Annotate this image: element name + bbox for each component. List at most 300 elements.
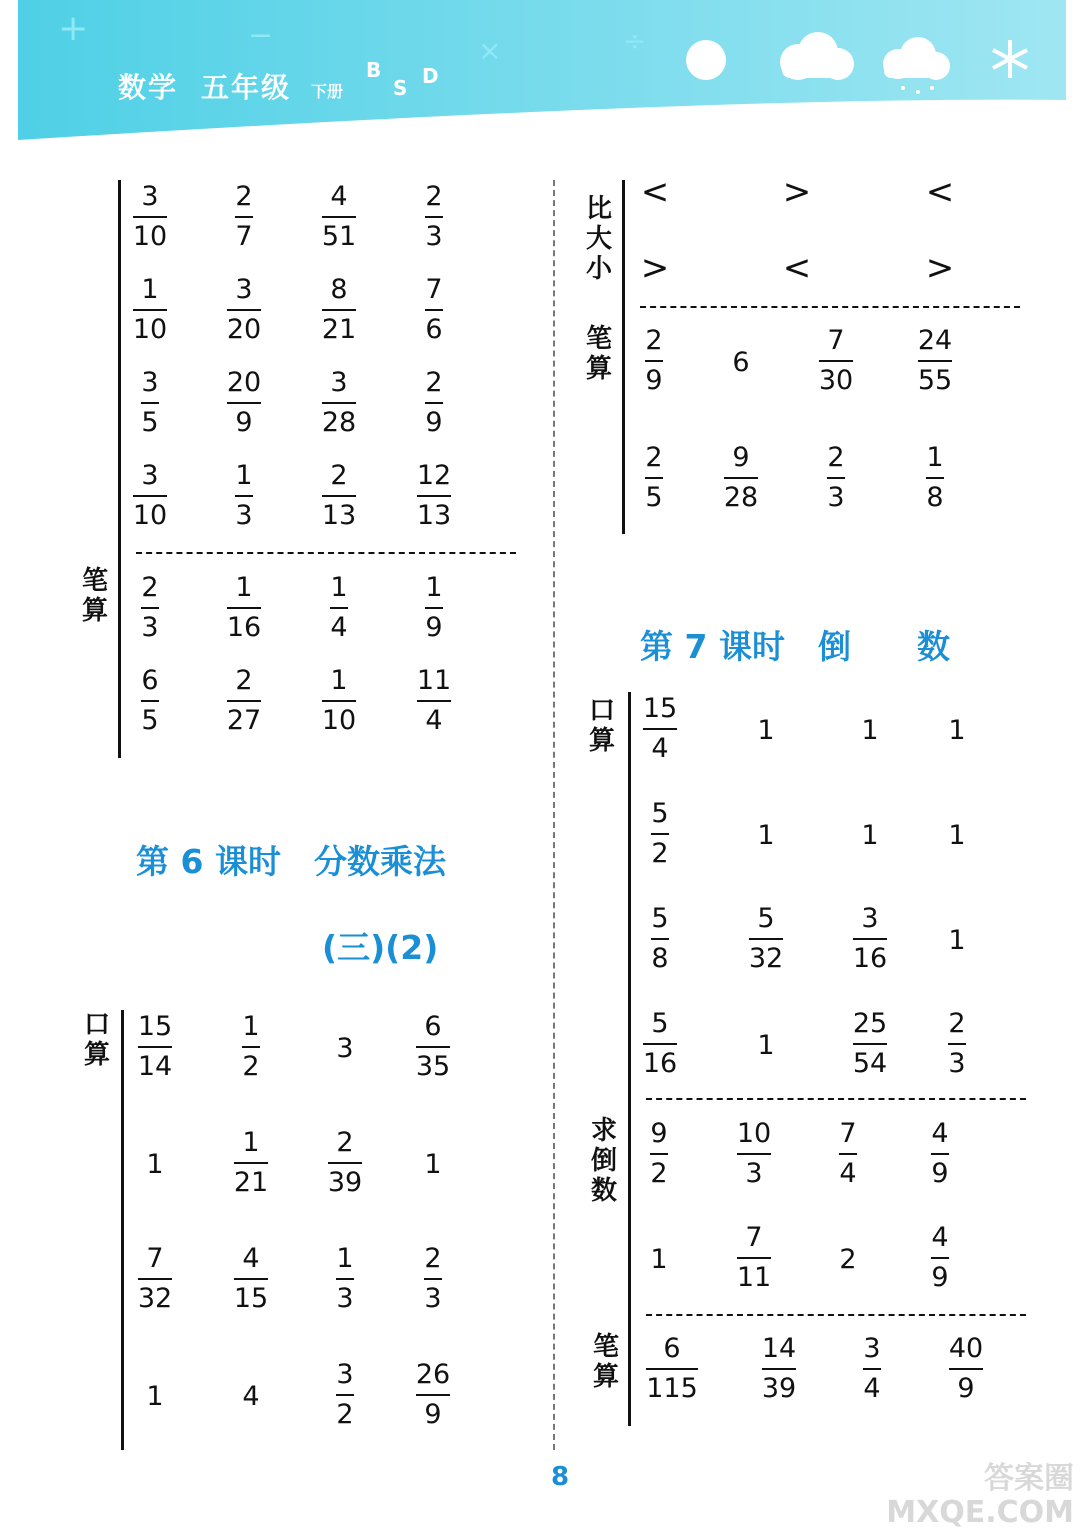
fraction-bar [425, 216, 442, 218]
numerator: 3 [863, 1333, 881, 1364]
fraction-bar [242, 1046, 259, 1048]
answer-cell [624, 1117, 694, 1191]
numerator: 1 [425, 572, 443, 603]
answer-cell [922, 1007, 992, 1081]
fraction [853, 902, 887, 976]
fraction-bar [322, 495, 356, 497]
publisher-letter: D [422, 64, 439, 88]
fraction [646, 1332, 698, 1406]
fraction-bar [138, 1278, 172, 1280]
compare-symbol: < [782, 248, 812, 288]
fraction [322, 180, 356, 254]
denominator: 3 [948, 1048, 966, 1079]
answer-cell [706, 324, 776, 402]
fraction [643, 692, 677, 766]
numerator: 2 [645, 325, 663, 356]
answer-cell [744, 1332, 814, 1406]
answer-cell [216, 1010, 286, 1084]
answer-cell [813, 1117, 883, 1191]
fraction-bar [322, 216, 356, 218]
denominator: 15 [233, 1283, 269, 1314]
watermark-url: MXQE.COM [886, 1495, 1074, 1530]
fraction [949, 1332, 983, 1406]
answer-cell [719, 1117, 789, 1191]
numerator: 40 [948, 1333, 984, 1364]
page-number: 8 [550, 1462, 570, 1492]
denominator: 3 [745, 1158, 763, 1189]
answer-cell [398, 1358, 468, 1432]
fraction-bar [227, 402, 261, 404]
fraction [724, 441, 758, 515]
denominator: 27 [226, 705, 262, 736]
separator [646, 1098, 1026, 1100]
fraction [737, 1221, 771, 1295]
header-band [18, 0, 1066, 140]
denominator: 8 [926, 482, 944, 513]
denominator: 51 [321, 221, 357, 252]
section-label-bisuan: 笔算 [592, 1332, 619, 1392]
fraction-bar [330, 607, 347, 609]
denominator: 7 [235, 221, 253, 252]
fraction-bar [227, 607, 261, 609]
fraction [645, 324, 662, 398]
fraction [336, 1358, 353, 1432]
answer-cell [216, 1242, 286, 1316]
numerator: 7 [827, 325, 845, 356]
fraction [839, 1117, 856, 1191]
numerator: 3 [141, 367, 159, 398]
denominator: 21 [321, 314, 357, 345]
watermark-text: 答案圈 [984, 1461, 1074, 1496]
numerator: 2 [235, 665, 253, 696]
numerator: 2 [645, 442, 663, 473]
denominator: 4 [651, 733, 669, 764]
denominator: 30 [818, 365, 854, 396]
fraction-bar [138, 1046, 172, 1048]
numerator: 1 [141, 274, 159, 305]
denominator: 10 [132, 221, 168, 252]
fraction [322, 664, 356, 738]
denominator: 5 [141, 705, 159, 736]
fraction [417, 664, 451, 738]
numerator: 9 [650, 1118, 668, 1149]
denominator: 9 [957, 1373, 975, 1404]
plain-value: 1 [948, 925, 966, 956]
fraction [650, 1117, 667, 1191]
fraction-bar [416, 1394, 450, 1396]
fraction-bar [646, 1368, 698, 1370]
compare-symbol: > [925, 248, 955, 288]
numerator: 1 [235, 460, 253, 491]
numerator: 1 [926, 442, 944, 473]
compare-symbol: < [640, 172, 670, 212]
numerator: 3 [141, 460, 159, 491]
answer-cell [304, 273, 374, 347]
answer-cell [304, 664, 374, 738]
numerator: 5 [651, 1008, 669, 1039]
fraction-bar [724, 477, 758, 479]
fraction [235, 180, 252, 254]
fraction [863, 1332, 880, 1406]
fraction-bar [749, 938, 783, 940]
fraction-bar [424, 1278, 441, 1280]
fraction-bar [227, 309, 261, 311]
fraction [425, 180, 442, 254]
fraction-bar [322, 700, 356, 702]
separator [646, 1314, 1026, 1316]
fraction-bar [931, 1153, 948, 1155]
fraction [931, 1117, 948, 1191]
fraction-bar [853, 938, 887, 940]
fraction-bar [235, 495, 252, 497]
answer-cell [905, 1117, 975, 1191]
fraction [235, 459, 252, 533]
numerator: 7 [839, 1118, 857, 1149]
answer-cell [115, 571, 185, 645]
svg-text:+: + [58, 8, 89, 49]
denominator: 3 [827, 482, 845, 513]
fraction-bar [322, 402, 356, 404]
answer-cell [625, 797, 695, 871]
numerator: 5 [651, 903, 669, 934]
fraction-bar [926, 477, 943, 479]
fraction-bar [141, 402, 158, 404]
fraction-bar [336, 1278, 353, 1280]
answer-cell [115, 366, 185, 440]
fraction-bar [645, 360, 662, 362]
fraction-bar [827, 477, 844, 479]
fraction-bar [839, 1153, 856, 1155]
svg-text:÷: ÷ [623, 24, 647, 57]
numerator: 1 [330, 572, 348, 603]
answer-cell [310, 1010, 380, 1088]
denominator: 6 [425, 314, 443, 345]
fraction [242, 1010, 259, 1084]
numerator: 4 [931, 1118, 949, 1149]
answer-cell [216, 1358, 286, 1436]
numerator: 20 [226, 367, 262, 398]
answer-cell [922, 692, 992, 770]
section-label-kousuan: 口算 [588, 696, 615, 756]
numerator: 26 [415, 1359, 451, 1390]
fraction-bar [425, 309, 442, 311]
answer-cell [625, 1007, 695, 1081]
denominator: 3 [424, 1283, 442, 1314]
denominator: 55 [917, 365, 953, 396]
numerator: 5 [651, 798, 669, 829]
compare-symbol: < [925, 172, 955, 212]
plain-value: 1 [757, 1030, 775, 1061]
answer-cell [209, 180, 279, 254]
fraction-bar [643, 1043, 677, 1045]
fraction [234, 1126, 268, 1200]
fraction-bar [651, 833, 668, 835]
numerator: 3 [336, 1359, 354, 1390]
section-label-kousuan: 口算 [83, 1010, 110, 1070]
fraction [141, 366, 158, 440]
numerator: 2 [424, 1243, 442, 1274]
denominator: 4 [425, 705, 443, 736]
numerator: 7 [745, 1222, 763, 1253]
fraction-bar [918, 360, 952, 362]
plain-value: 1 [650, 1244, 668, 1275]
numerator: 6 [663, 1333, 681, 1364]
fraction-bar [234, 1162, 268, 1164]
section-label-bidaxiao: 比大小 [585, 194, 612, 284]
answer-cell [625, 692, 695, 766]
plain-value: 1 [757, 715, 775, 746]
fraction-bar [425, 402, 442, 404]
denominator: 3 [141, 612, 159, 643]
answer-cell [801, 324, 871, 398]
fraction-bar [133, 495, 167, 497]
fraction [227, 273, 261, 347]
answer-cell [637, 1332, 707, 1406]
fraction [425, 571, 442, 645]
answer-cell [115, 459, 185, 533]
plain-value: 1 [948, 820, 966, 851]
numerator: 2 [336, 1127, 354, 1158]
fraction-bar [336, 1394, 353, 1396]
numerator: 4 [931, 1222, 949, 1253]
denominator: 16 [642, 1048, 678, 1079]
watermark [886, 1462, 1074, 1530]
denominator: 10 [321, 705, 357, 736]
answer-cell [115, 273, 185, 347]
numerator: 1 [336, 1243, 354, 1274]
denominator: 16 [852, 943, 888, 974]
sun-icon [686, 40, 726, 80]
denominator: 5 [645, 482, 663, 513]
svg-text:−: − [248, 18, 274, 53]
fraction [931, 1221, 948, 1295]
answer-cell [719, 1221, 789, 1295]
denominator: 4 [863, 1373, 881, 1404]
answer-cell [399, 180, 469, 254]
fraction [417, 459, 451, 533]
subject-label: 数学 [118, 71, 179, 104]
answer-cell [835, 1007, 905, 1081]
denominator: 54 [852, 1048, 888, 1079]
numerator: 2 [330, 460, 348, 491]
plain-value: 1 [757, 820, 775, 851]
answer-cell [922, 902, 992, 980]
fraction [227, 664, 261, 738]
fraction [133, 273, 167, 347]
denominator: 2 [242, 1051, 260, 1082]
denominator: 35 [415, 1051, 451, 1082]
plain-value: 1 [861, 715, 879, 746]
denominator: 21 [233, 1167, 269, 1198]
answer-cell [731, 692, 801, 770]
answer-cell [310, 1242, 380, 1316]
denominator: 32 [137, 1283, 173, 1314]
numerator: 3 [141, 181, 159, 212]
denominator: 9 [931, 1158, 949, 1189]
fraction [322, 459, 356, 533]
fraction-bar [863, 1368, 880, 1370]
fraction [227, 571, 261, 645]
fraction-bar [819, 360, 853, 362]
answer-cell [399, 273, 469, 347]
answer-cell [619, 324, 689, 398]
fraction [322, 273, 356, 347]
denominator: 4 [330, 612, 348, 643]
answer-cell [706, 441, 776, 515]
compare-symbol: > [640, 248, 670, 288]
denominator: 3 [235, 500, 253, 531]
fraction-bar [141, 607, 158, 609]
numerator: 15 [642, 693, 678, 724]
numerator: 1 [242, 1011, 260, 1042]
fraction-bar [235, 216, 252, 218]
fraction [336, 1242, 353, 1316]
numerator: 11 [416, 665, 452, 696]
denominator: 16 [226, 612, 262, 643]
denominator: 9 [235, 407, 253, 438]
denominator: 9 [424, 1399, 442, 1430]
fraction [926, 441, 943, 515]
numerator: 2 [425, 367, 443, 398]
fraction [133, 180, 167, 254]
numerator: 1 [242, 1127, 260, 1158]
answer-cell [209, 273, 279, 347]
section-label-bisuan: 笔算 [585, 324, 612, 384]
numerator: 25 [852, 1008, 888, 1039]
answer-cell [731, 797, 801, 875]
fraction [322, 366, 356, 440]
answer-cell [835, 692, 905, 770]
section-label-qiudaoshu: 求倒数 [590, 1116, 617, 1206]
answer-cell [120, 1010, 190, 1084]
fraction-bar [650, 1153, 667, 1155]
answer-cell [835, 797, 905, 875]
answer-cell [399, 664, 469, 738]
answer-cell [399, 366, 469, 440]
fraction [330, 571, 347, 645]
answer-cell [837, 1332, 907, 1406]
numerator: 2 [235, 181, 253, 212]
numerator: 10 [736, 1118, 772, 1149]
answer-cell [399, 571, 469, 645]
denominator: 2 [651, 838, 669, 869]
numerator: 6 [424, 1011, 442, 1042]
numerator: 6 [141, 665, 159, 696]
lesson-title: 第 7 课时 倒 数 [640, 627, 950, 666]
answer-cell [624, 1221, 694, 1299]
plain-value: 4 [242, 1381, 260, 1412]
denominator: 32 [748, 943, 784, 974]
numerator: 2 [827, 442, 845, 473]
answer-cell [835, 902, 905, 976]
numerator: 7 [425, 274, 443, 305]
denominator: 39 [327, 1167, 363, 1198]
fraction-bar [643, 728, 677, 730]
answer-cell [304, 571, 374, 645]
plain-value: 1 [146, 1149, 164, 1180]
answer-cell [304, 366, 374, 440]
lesson-title: 第 6 课时 分数乘法 [136, 842, 446, 881]
lesson-subtitle: (三)(2) [322, 928, 439, 967]
numerator: 7 [146, 1243, 164, 1274]
fraction-bar [762, 1368, 796, 1370]
fraction [141, 571, 158, 645]
answer-cell [619, 441, 689, 515]
answer-cell [625, 902, 695, 976]
fraction [918, 324, 952, 398]
answer-cell [209, 459, 279, 533]
answer-cell [905, 1221, 975, 1295]
fraction-bar [416, 1046, 450, 1048]
fraction-bar [328, 1162, 362, 1164]
answer-cell [398, 1010, 468, 1084]
denominator: 20 [226, 314, 262, 345]
plain-value: 6 [732, 347, 750, 378]
compare-symbol: > [782, 172, 812, 212]
fraction [424, 1242, 441, 1316]
answer-cell [900, 441, 970, 515]
numerator: 24 [917, 325, 953, 356]
fraction-bar [234, 1278, 268, 1280]
fraction-bar [141, 700, 158, 702]
answer-cell [216, 1126, 286, 1200]
fraction [651, 797, 668, 871]
answer-cell [310, 1358, 380, 1432]
plain-value: 2 [839, 1244, 857, 1275]
denominator: 8 [651, 943, 669, 974]
fraction-bar [651, 938, 668, 940]
section-label-bisuan: 笔算 [81, 566, 108, 626]
fraction-bar [133, 309, 167, 311]
fraction [643, 1007, 677, 1081]
fraction [416, 1358, 450, 1432]
fraction [749, 902, 783, 976]
answer-cell [310, 1126, 380, 1200]
denominator: 2 [336, 1399, 354, 1430]
fraction [227, 366, 261, 440]
fraction [737, 1117, 771, 1191]
numerator: 3 [330, 367, 348, 398]
denominator: 9 [425, 407, 443, 438]
answer-cell [398, 1126, 468, 1204]
plain-value: 1 [146, 1381, 164, 1412]
answer-cell [922, 797, 992, 875]
numerator: 1 [235, 572, 253, 603]
fraction [328, 1126, 362, 1200]
fraction [948, 1007, 965, 1081]
separator [136, 552, 516, 554]
fraction-bar [645, 477, 662, 479]
volume-label: 下册 [311, 82, 344, 101]
plain-value: 1 [424, 1149, 442, 1180]
plain-value: 1 [861, 820, 879, 851]
fraction-bar [949, 1368, 983, 1370]
answer-cell [209, 571, 279, 645]
fraction-bar [931, 1257, 948, 1259]
numerator: 2 [141, 572, 159, 603]
publisher-letter: B [366, 58, 382, 82]
fraction-bar [853, 1043, 887, 1045]
fraction-bar [737, 1153, 771, 1155]
denominator: 4 [839, 1158, 857, 1189]
denominator: 13 [321, 500, 357, 531]
fraction-bar [417, 495, 451, 497]
grade-label: 五年级 [201, 71, 292, 104]
numerator: 2 [425, 181, 443, 212]
separator [640, 306, 1020, 308]
denominator: 13 [416, 500, 452, 531]
fraction [651, 902, 668, 976]
